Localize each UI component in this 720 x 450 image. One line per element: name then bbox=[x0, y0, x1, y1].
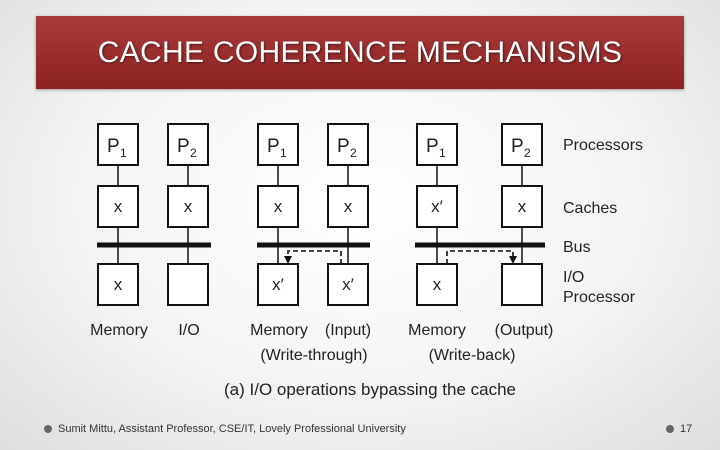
row-label-bus: Bus bbox=[563, 239, 591, 256]
cache-content: x bbox=[113, 197, 123, 216]
cache-content: x bbox=[273, 197, 283, 216]
memory-content: x bbox=[432, 275, 442, 294]
processor-label: P bbox=[107, 136, 120, 157]
processor-subscript: 1 bbox=[280, 146, 287, 160]
io-box bbox=[502, 264, 542, 305]
memory-label: Memory bbox=[250, 322, 308, 339]
row-label-caches: Caches bbox=[563, 200, 618, 217]
page-number: 17 bbox=[680, 423, 693, 435]
io-label: I/O bbox=[178, 322, 200, 339]
output-path-arrow bbox=[447, 251, 513, 264]
processor-subscript: 2 bbox=[190, 146, 197, 160]
processor-label: P bbox=[426, 136, 439, 157]
processor-label: P bbox=[337, 136, 350, 157]
memory-label: Memory bbox=[408, 322, 466, 339]
io-box bbox=[168, 264, 208, 305]
io-label: (Input) bbox=[324, 322, 372, 339]
bullet-dot-icon bbox=[44, 425, 52, 433]
processor-subscript: 1 bbox=[120, 146, 127, 160]
processor-subscript: 2 bbox=[350, 146, 357, 160]
processor-label: P bbox=[267, 136, 280, 157]
memory-label: Memory bbox=[90, 322, 148, 339]
io-content: x′ bbox=[342, 275, 354, 294]
cache-content: x′ bbox=[431, 197, 443, 216]
panel-3 bbox=[408, 124, 553, 364]
memory-content: x′ bbox=[272, 275, 284, 294]
footer-page bbox=[666, 423, 692, 435]
processor-subscript: 1 bbox=[439, 146, 446, 160]
processor-label: P bbox=[511, 136, 524, 157]
cache-content: x bbox=[343, 197, 353, 216]
panel-1 bbox=[90, 124, 211, 339]
cache-content: x bbox=[517, 197, 527, 216]
row-label-processors: Processors bbox=[563, 137, 644, 154]
policy-label: (Write-through) bbox=[260, 347, 368, 364]
footer-credit bbox=[44, 423, 406, 435]
slide-title: CACHE COHERENCE MECHANISMS bbox=[97, 35, 623, 69]
row-label-io-line2: Processor bbox=[563, 289, 636, 306]
memory-content: x bbox=[113, 275, 123, 294]
processor-label: P bbox=[177, 136, 190, 157]
diagram-caption: (a) I/O operations bypassing the cache bbox=[224, 380, 516, 399]
cache-content: x bbox=[183, 197, 193, 216]
footer-text: Sumit Mittu, Assistant Professor, CSE/IT, Lovely Professional University bbox=[58, 423, 406, 435]
io-label: (Output) bbox=[494, 322, 554, 339]
input-path-arrow bbox=[288, 251, 341, 264]
policy-label: (Write-back) bbox=[428, 347, 516, 364]
processor-subscript: 2 bbox=[524, 146, 531, 160]
bullet-dot-icon bbox=[666, 425, 674, 433]
row-label-io-line1: I/O bbox=[563, 269, 585, 286]
panel-2 bbox=[250, 124, 371, 364]
